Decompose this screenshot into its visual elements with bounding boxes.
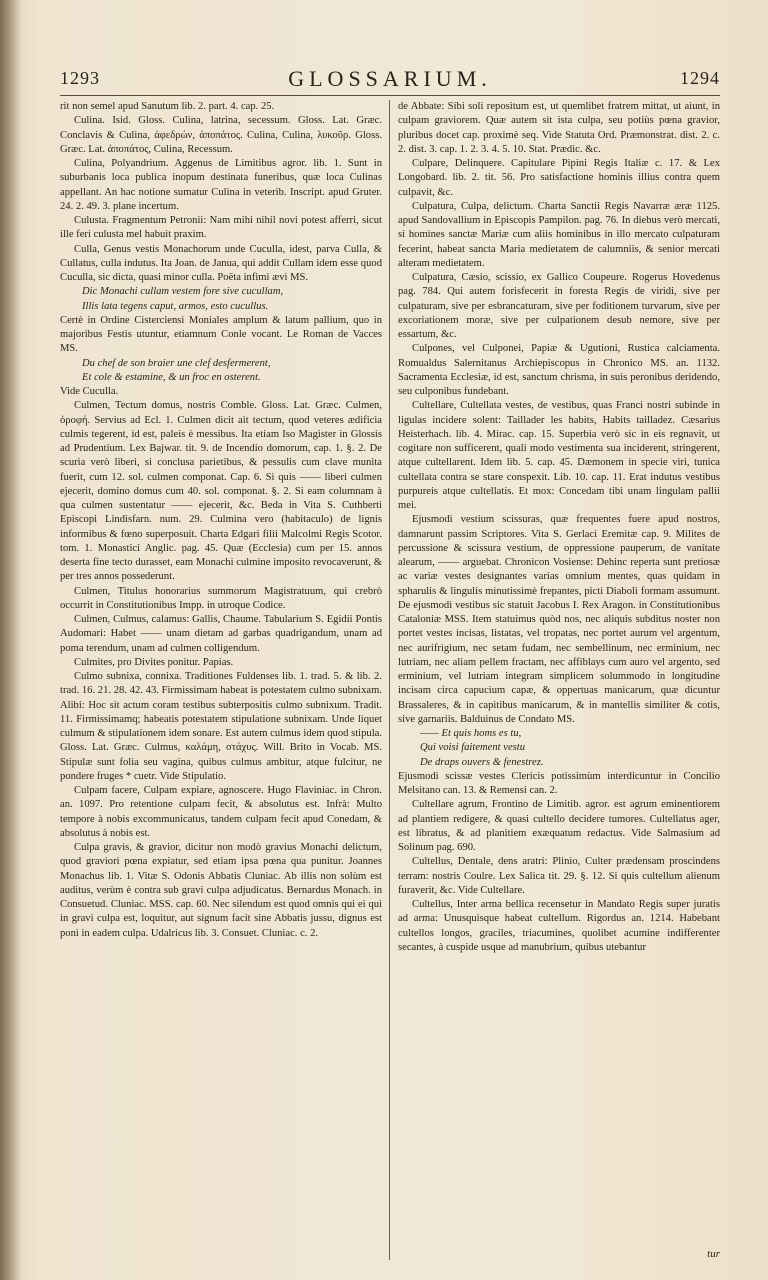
- entry-culpones: Culpones, vel Culponei, Papiæ & Ugutioni, Rustica calciamenta. Romualdus Salernitanus Archiepiscopus in Chronico MS. an. 1132. Sacramenta Ecclesiæ, id est, sanctum chrisma, in suis peronibus deridendo, seu culponibus fundebant.: [398, 343, 720, 397]
- entry-text: Certè in Ordine Cisterciensi Moniales amplum & latum pallium, quo in majoribus Festis utuntur, etiamnum Conle vocant. Le Roman de Vacces MS.: [60, 314, 382, 355]
- page-header: [60, 66, 720, 96]
- entry-cultellare-agrum: Cultellare agrum, Frontino de Limitib. agror. est agrum eminentiorem ad plantiem redigere, & quasi cultello decidere tumores. Cultellatus ager, est libratus, & ad planitiem exæquatum redactus. Vide Salmasium ad Solinum pag. 690.: [398, 799, 720, 853]
- verse-line: Qui voisi faitement vestu: [420, 742, 526, 754]
- entry-text: Ejusmodi vestium scissuras, quæ frequentes fuere apud nostros, damnarunt passim Scriptores. Vita S. Gerlaci Eremitæ cap. 9. Milites de percussione & scissura vestium, de oppressione pauperum, de vanitate alearum, —— arguebat. Chronicon Vosiense: Dehinc reperta sunt pretiosæ ac variæ vestes designantes varias omnium mentes, quas quidam in spharulis & lingulis minutissimè frepantes, picti Diaboli formam assumunt. De ejusmodi vestibus sic statuit Jacobus I. Rex Aragon. in Constitutionibus Cataloniæ MSS. Item statuimus quòd nos, nec aliquis subditus noster non portet vestes incisas, listatas, vel tropatas, nec portet aurum vel argentum, nec aurifrigium, nec setam fudam, nec sembellinum, nec erminium, nec lutriam, nec aliam pellem fractam, nec affiblays cum auro vel argento, sed erminium, vel lutriam integram simplicem solummodo in longitudine incisam circa capucium capæ, & oppertuas manicarum, quæ dicuntur Brassaleres, & in capitibus manicarum, & in mantellis similiter & cotis, sive garnariis. Balduinus de Condato MS.: [398, 514, 720, 725]
- entry-culpa-gravis: Culpa gravis, & gravior, dicitur non modò gravius Monachi delictum, quod graviori pœna expiatur, sed etiam ipsa pœna qua punitur. Joannes Monachus lib. 1. Vitæ S. Odonis Abbatis Cluniac. Ab illis non solùm est auditus, verùm è contra sub gravi culpa adjudicatus. Bernardus Monach. in Consuetud. Cluniac. MSS. cap. 60. Nec silendum est quod omnis qui ei qui in gravi culpa est, loquitur, aut signum facit sine Abbatis jussu, dignus est poni in eadem culpa. Udalricus lib. 3. Consuet. Cluniac. c. 2.: [60, 842, 382, 939]
- entry-text: de Abbate: Sibi soli repositum est, ut quemlibet fratrem mittat, ut aiunt, in culpam graviorem. Quæ autem sit ista culpa, seu potiùs pœna gravior, pluribus docet cap. proximè seq. Vide Statuta Ord. Præmonstrat. dist. 2. c. 2. dist. 3. cap. 1. 2. 3. 4. 5. 10. Stat. Prædic. &c.: [398, 101, 720, 155]
- column-divider: [389, 100, 390, 1260]
- entry-culusta: Culusta. Fragmentum Petronii: Nam mihi nihil novi potest afferri, sicut ille feri culusta mel habuit praxim.: [60, 215, 382, 241]
- header-rule: [60, 95, 720, 96]
- entry-text: Ejusmodi scissæ vestes Clericis potissimùm interdicuntur in Concilio Melsitano can. 13. & Remensi can. 2.: [398, 770, 720, 796]
- entry-culpare: Culpare, Delinquere. Capitulare Pipini Regis Italiæ c. 17. & Lex Longobard. lib. 2. tit. 56. Pro satisfactione hominis illius contra quem culpavit, &c.: [398, 158, 720, 198]
- page-number-left: 1293: [60, 68, 100, 88]
- verse-line: Illis lata tegens caput, armos, esto cucullus.: [82, 300, 269, 312]
- entry-culpam-facere: Culpam facere, Culpam expiare, agnoscere. Hugo Flaviniac. in Chron. an. 1097. Pro retentione culpam fecit, & absolutus est. Infrà: Multo tempore à nobis excommunicatus, tandem culpam fecit apud Conedam, & absolutus à nobis est.: [60, 785, 382, 839]
- verse-line: Du chef de son braier une clef desfermerent,: [82, 357, 271, 369]
- entry-cultellare: Cultellare, Cultellata vestes, de vestibus, quas Franci nostri subinde in ligulas incidere solent: Taillader les habits, Habits tailladez. Cæsarius Heisterhach. lib. 4. Mirac. cap. 15. Superbia verò sic in eis regnavit, ut cogitare non sufficerent, quali modo vestimenta sua inciderent, stringerent, atque cultellarent. Idem lib. 5. cap. 45. Dæmonem in specie viri, tunica cultellata contra se stare conspexit. Lib. 10. cap. 11. Erat indutus vestibus purpureis atque cultellatis. Et mox: Concedam tibi unam lingulam pallii mei.: [398, 400, 720, 511]
- catchword: tur: [707, 1248, 720, 1260]
- entry-culpatura-caesio: Culpatura, Cæsio, scissio, ex Gallico Coupeure. Rogerus Hovedenus pag. 784. Qui autem forisfecerit in foresta Regis de viridi, sive per culpaturam, sive per esbrancaturam, sive per foditionem turvarum, sive per excoriationem moræ, sive per culpationem desub nemore, sive per essartum, &c.: [398, 272, 720, 340]
- right-column: [398, 100, 720, 1260]
- entry-culpatura: Culpatura, Culpa, delictum. Charta Sanctii Regis Navarræ æræ 1125. apud Sandovallium in Episcopis Pampilon. pag. 76. In diebus verò mercati, si homines sanctæ Mariæ cum aliis hominibus in illo mercato culpaturam fecerint, habeat sancta Maria medietatem de calumniis, & senior mercati alteram medietatem.: [398, 200, 720, 269]
- verse-line: —— Et quis homs es tu,: [420, 728, 522, 739]
- entry-cultellus: Cultellus, Dentale, dens aratri: Plinio, Culter prædensam proscindens terram: nostris Coulre. Lex Salica tit. 29. §. 12. Si quis cultellum alienum furaverit, &c. Vide Cultellare.: [398, 856, 720, 896]
- entry-text: Vide Cuculla.: [60, 386, 119, 397]
- verse-line: De draps ouvers & fenestrez.: [420, 756, 544, 768]
- entry-culmen-culmus: Culmen, Culmus, calamus: Gallis, Chaume. Tabularium S. Egidii Pontis Audomari: Habet —— unam dietam ad garbas quadrigandum, unam ad poma terendum, unam ad culmen colligendum.: [60, 614, 382, 654]
- entry-culmen: Culmen, Tectum domus, nostris Comble. Gloss. Lat. Græc. Culmen, ὀροφή. Servius ad Ecl. 1. Culmen dicit ait tectum, quod veteres ædificia culmis tegerent, id est, paleis è messibus. Ita etiam Iso Magister in Glossis ad Prudentium. Lex Bajwar. tit. 9. de Incendio domorum, cap. 1. §. 2. De scuria verò liberi, si conclusa parietibus, & pessulis cum clave munita fuerit, cum 12. sol. culmen componat. Cap. 6. Si quis —— liberi culmen ejecerit, domino domus cum 40. sol. componat. §. 2. Si eam columnam à qua culmen sustentatur —— ejecerit, &c. Beda in Vita S. Cuthberti Episcopi Lindisfarn. num. 29. Culmina vero (habitaculo) de lignis informibus & fœno superposuit. Charta Edgari filii Malcolmi Regis Scotor. tom. 1. Monastici Anglic. pag. 45. Quæ (Ecclesia) cum per 15. annos deserta fine tecto durasset, eam Monachi culmine imposito revocaverunt, & per tres annos possederunt.: [60, 400, 382, 583]
- entry-cultellus-arma: Cultellus, Inter arma bellica recensetur in Mandato Regis super juratis ad arma: Unusquisque habeat cultellum. Rigordus an. 1214. Habebant cultellos longos, graciles, triacumines, quolibet acumine indifferenter secantes, à cuspide usque ad manubrium, quibus utebantur: [398, 899, 720, 953]
- page-gutter-shadow: [0, 0, 22, 1280]
- entry-culla: Culla, Genus vestis Monachorum unde Cuculla, idest, parva Culla, & Cullatus, culla indutus. Ita Joan. de Janua, qui addit Cullam idem esse quod Cucullа, sic dicta, quasi minor culla. Poëta infimi ævi MS.: [60, 243, 382, 283]
- verse-line: Et cole & estamine, & un froc en osterent.: [82, 371, 261, 383]
- left-column: [60, 100, 382, 1260]
- entry-culina-polyandrium: Culina, Polyandrium. Aggenus de Limitibus agror. lib. 1. Sunt in suburbanis loca publica inopum destinata funeribus, quæ loca Culinas appellant. An hac notione sumatur Culina in veterib. Inscript. apud Gruter. 24. 2. 49. 3. plane incertum.: [60, 158, 382, 212]
- entry-culmites: Culmites, pro Divites ponitur. Papias.: [74, 656, 234, 668]
- verse-line: Dic Monachi cullam vestem fore sive cucullam,: [82, 286, 284, 298]
- page-number-right: 1294: [680, 68, 720, 88]
- entry-culmen-titulus: Culmen, Titulus honorarius summorum Magistratuum, qui crebrò occurrit in Constitutionibus Impp. in utroque Codice.: [60, 585, 382, 611]
- entry-text: rit non semel apud Sanutum lib. 2. part. 4. cap. 25.: [60, 101, 275, 112]
- running-title: GLOSSARIUM.: [288, 66, 492, 91]
- entry-culmo: Culmo subnixa, connixa. Traditiones Fuldenses lib. 1. trad. 5. & lib. 2. trad. 16. 21. 28. 42. 43. Firmissimam habeat is potestatem culmo subnixam. Alibi: Hoc sit actum coram testibus subterpositis culmo subnixum. Tradit. 11. Firmissimamq; habeatis potestatem stipulatione subnixam. Unde liquet culmum & stipulationem idem sonare. Est autem culmus idem quod stipula. Gloss. Lat. Græc. Culmus, καλάμη, στάχυς. Will. Brito in Vocab. MS. Stipulæ sunt folia seu vagina, quibus culmus ambitur, atque fulcitur, ne pondere fruges * cuetr. Vide Stipulatio.: [60, 671, 382, 782]
- entry-culina: Culina. Isid. Gloss. Culina, latrina, secessum. Gloss. Lat. Græc. Conclavis & Culina, ἀφεδρών, ἀποπάτος. Culina, Culina, λυκοῦρ. Gloss. Græc. Lat. ἀποπάτος, Culina, Recessum.: [60, 115, 382, 155]
